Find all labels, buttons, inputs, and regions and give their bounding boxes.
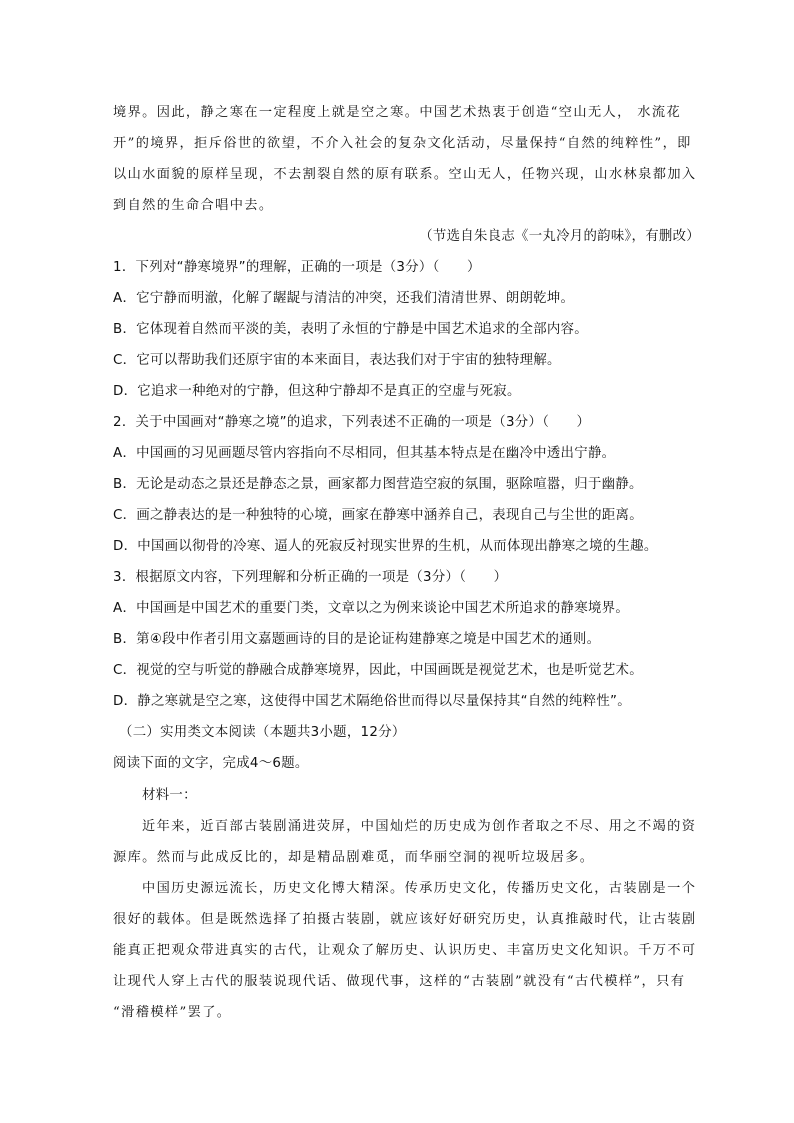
question-option: C．它可以帮助我们还原宇宙的本来面目，表达我们对于宇宙的独特理解。 (113, 353, 561, 368)
question-option: B．它体现着自然而平淡的美，表明了永恒的宁静是中国艺术追求的全部内容。 (113, 322, 588, 337)
passage-source: （节选自朱良志《一丸冷月的韵味》，有删改） (419, 229, 700, 244)
passage-line: 以山水面貌的原样呈现，不去割裂自然的原有联系。空山无人，任物兴现，山水林泉都加入 (113, 167, 697, 182)
question-option: B．第④段中作者引用文嘉题画诗的目的是论证构建静寒之境是中国艺术的通则。 (113, 632, 601, 647)
question-option: D．静之寒就是空之寒，这使得中国艺术隔绝俗世而得以尽量保持其“自然的纯粹性”。 (113, 694, 631, 709)
material-paragraph-line: 很好的载体。但是既然选择了拍摄古装剧，就应该好好研究历史，认真推敲时代，让古装剧 (113, 912, 697, 927)
question-option: A．中国画的习见画题尽管内容指向不尽相同，但其基本特点是在幽冷中透出宁静。 (113, 446, 616, 461)
material-paragraph-line: 近年来，近百部古装剧涌进荧屏，中国灿烂的历史成为创作者取之不尽、用之不竭的资 (142, 819, 697, 834)
question-option: C．画之静表达的是一种独特的心境，画家在静寒中涵养自己，表现自己与尘世的距离。 (113, 508, 643, 523)
question-option: D．它追求一种绝对的宁静，但这种宁静却不是真正的空虚与死寂。 (113, 384, 521, 399)
question-stem: 2．关于中国画对“静寒之境”的追求，下列表述不正确的一项是（3分）（ ） (113, 415, 591, 430)
question-stem: 3．根据原文内容，下列理解和分析正确的一项是（3分）（ ） (113, 570, 508, 585)
question-option: B．无论是动态之景还是静态之景，画家都力图营造空寂的氛围，驱除喧嚣，归于幽静。 (113, 477, 643, 492)
passage-line: 境界。因此，静之寒在一定程度上就是空之寒。中国艺术热衷于创造“空山无人， 水流花 (113, 105, 682, 120)
passage-line: 开”的境界，拒斥俗世的欲望，不介入社会的复杂文化活动，尽量保持“自然的纯粹性”，即 (113, 136, 692, 151)
material-label: 材料一： (142, 788, 197, 803)
section-heading: （二）实用类文本阅读（本题共3小题，12分） (119, 725, 406, 740)
question-option: C．视觉的空与听觉的静融合成静寒境界，因此，中国画既是视觉艺术，也是听觉艺术。 (113, 663, 643, 678)
question-option: A．它宁静而明澈，化解了龌龊与清洁的冲突，还我们清清世界、朗朗乾坤。 (113, 291, 575, 306)
material-paragraph-line: 源库。然而与此成反比的，却是精品剧难觅，而华丽空洞的视听垃圾居多。 (113, 850, 595, 865)
material-paragraph-line: “滑稽模样”罢了。 (113, 1005, 232, 1020)
material-paragraph-line: 中国历史源远流长，历史文化博大精深。传承历史文化，传播历史文化，古装剧是一个 (142, 881, 697, 896)
material-paragraph-line: 能真正把观众带进真实的古代，让观众了解历史、认识历史、丰富历史文化知识。千万不可 (113, 943, 697, 958)
question-stem: 1．下列对“静寒境界”的理解，正确的一项是（3分）（ ） (113, 260, 481, 275)
material-paragraph-line: 让现代人穿上古代的服装说现代话、做现代事，这样的“古装剧”就没有“古代模样”，只有 (113, 974, 686, 989)
question-option: A．中国画是中国艺术的重要门类，文章以之为例来谈论中国艺术所追求的静寒境界。 (113, 601, 630, 616)
passage-line: 到自然的生命合唱中去。 (113, 198, 274, 213)
section-instruction: 阅读下面的文字，完成4～6题。 (113, 756, 309, 771)
question-option: D．中国画以彻骨的冷寒、逼人的死寂反衬现实世界的生机，从而体现出静寒之境的生趣。 (113, 539, 658, 554)
